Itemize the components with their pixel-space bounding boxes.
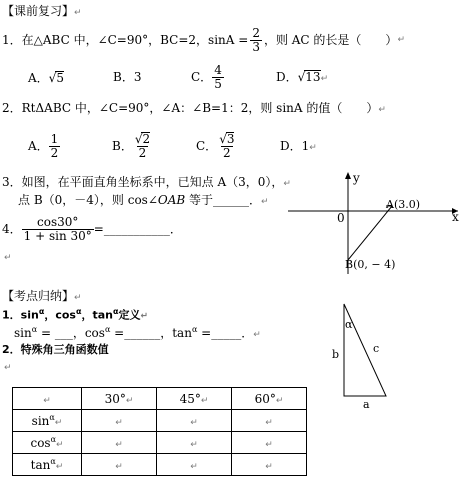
q1-options [28,62,448,92]
side-b-label: b [332,348,340,361]
q2-option-d: D．1↵ [280,138,317,153]
q2-option-c: C． $\frac{√3}{2}$ [196,132,235,160]
angle-alpha-label: α [345,318,353,331]
q2-option-a: A． $\frac{1}{2}$ [28,131,59,160]
side-a-label: a [363,398,370,410]
table-cell[interactable]: ↵ [157,432,232,454]
summary-item-1: 1．$\sin^\alpha$，$\cos^\alpha$，$\tan^\alpha$定义↵ [2,307,148,322]
segment-ab [348,206,392,260]
table-row [13,454,307,476]
origin-label: 0 [337,211,345,225]
q1-option-c: C． $\frac{4}{5}$ [191,62,222,91]
table-cell[interactable]: ↵ [232,432,307,454]
q1-fraction: $\frac{2}{3}$ [252,26,260,54]
question-2: 2．RtΔABC 中，∠C=90°，∠A：∠B=1：2，则 sinA 的值（ ）↵ [2,101,386,115]
table-cell[interactable]: ↵ [82,454,157,476]
q1-option-d: D．√13↵ [276,70,329,84]
q1-option-b: B．3 [113,70,142,84]
table-row-label: $\tan^\alpha↵$ [13,454,82,476]
table-cell[interactable]: ↵ [157,410,232,432]
table-row-label: $\cos^\alpha↵$ [13,432,82,454]
table-row [13,410,307,432]
table-header-cell: 60°↵ [232,388,307,410]
y-axis-arrow [345,172,351,179]
table-header-row [13,388,307,410]
table-row-label: $\sin^\alpha↵$ [13,410,82,432]
return-mark: ↵ [4,253,12,263]
right-triangle-figure [326,298,396,410]
question-4: 4． $\frac{\cos 30^\circ}{1 + \sin 30^\circ}$ =___________． [2,214,182,243]
point-a-label: A(3.0) [386,198,421,211]
question-1: 1．在△ABC 中，∠C=90°，BC=2，sinA = $\frac{2}{3}$ ，则 AC 的长是（ ） ↵ [2,26,405,54]
coordinate-figure [282,168,468,280]
q1-option-a: A．√5 [28,70,64,85]
summary-definitions: $\sin^\alpha$ = ___，$\cos^\alpha$ =______，$\tan^\alpha$ =_____．↵ [14,325,261,340]
question-3-line2: 点 B（0，－4），则 cos∠OAB 等于______．↵ [18,193,269,207]
special-angles-table [12,387,307,476]
summary-title: 【考点归纳】↵ [2,289,82,303]
table-cell[interactable]: ↵ [82,432,157,454]
y-label: y [353,171,360,185]
point-b-label: B(0, − 4) [345,258,396,271]
q4-fraction: $\frac{\cos 30^\circ}{1 + \sin 30^\circ}$ [23,214,92,243]
table-cell[interactable]: ↵ [232,454,307,476]
table-row [13,432,307,454]
table-corner-cell: ↵ [13,388,82,410]
summary-item-2: 2．特殊角三角函数值 [2,343,109,356]
x-label: x [452,210,459,224]
q1-tail: ，则 AC 的长是（ ） [263,33,398,48]
question-3-line1: 3．如图，在平面直角坐标系中，已知点 A（3，0），↵ [2,175,291,189]
table-cell[interactable]: ↵ [232,410,307,432]
table-cell[interactable]: ↵ [82,410,157,432]
table-header-cell: 45°↵ [157,388,232,410]
q2-option-b: B． $\frac{√2}{2}$ [112,132,151,160]
table-header-cell: 30°↵ [82,388,157,410]
review-title: 【课前复习】↵ [2,4,82,18]
table-cell[interactable]: ↵ [157,454,232,476]
side-c-label: c [373,342,380,355]
q1-stem: 1．在△ABC 中，∠C=90°，BC=2，sinA = [2,33,249,48]
q2-options [28,128,448,164]
